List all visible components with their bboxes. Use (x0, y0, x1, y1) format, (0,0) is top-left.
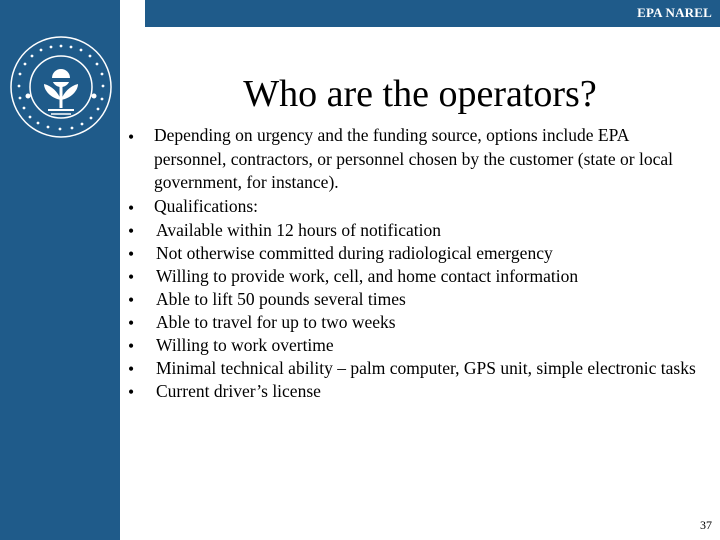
bullet-item (128, 195, 703, 219)
sub-bullet-text: Able to lift 50 pounds several times (156, 289, 406, 309)
sub-bullet-text: Willing to work overtime (156, 335, 334, 355)
sub-bullet-text: Able to travel for up to two weeks (156, 312, 396, 332)
bullet-item (128, 124, 703, 195)
sub-bullet-item (128, 356, 703, 379)
sub-bullet-text: Minimal technical ability – palm computer, GPS unit, simple electronic tasks (156, 358, 696, 378)
sub-bullet-list (128, 218, 703, 402)
org-label: EPA NAREL (637, 5, 712, 20)
page-number: 37 (700, 518, 712, 532)
sub-bullet-item (128, 379, 703, 402)
bullet-list (128, 124, 703, 218)
sub-bullet-text: Not otherwise committed during radiological emergency (156, 243, 553, 263)
header-bar (145, 0, 720, 27)
bullet-marker: • (128, 221, 135, 241)
bullet-marker: • (128, 244, 135, 264)
bullet-marker: • (128, 336, 135, 356)
sub-bullet-item (128, 333, 703, 356)
bullet-marker: • (128, 359, 135, 379)
bullet-marker: • (128, 313, 135, 333)
bullet-marker: • (128, 382, 135, 402)
sub-bullet-text: Current driver’s license (156, 381, 321, 401)
bullet-marker: • (128, 267, 135, 287)
bullet-text: Depending on urgency and the funding source, options include EPA personnel, contractors, or personnel chosen by the customer (state or local government, for instance). (154, 125, 673, 192)
sub-bullet-item (128, 310, 703, 333)
epa-seal-icon (8, 34, 114, 140)
bullet-marker: • (128, 290, 135, 310)
sub-bullet-text: Available within 12 hours of notification (156, 220, 441, 240)
bullet-marker: • (128, 127, 135, 147)
sub-bullet-item (128, 241, 703, 264)
sub-bullet-text: Willing to provide work, cell, and home contact information (156, 266, 579, 286)
slide-title: Who are the operators? (243, 73, 597, 115)
sub-bullet-item (128, 218, 703, 241)
slide-content (128, 124, 703, 402)
sub-bullet-item (128, 264, 703, 287)
sub-bullet-item (128, 287, 703, 310)
bullet-text: Qualifications: (154, 195, 259, 216)
bullet-marker: • (128, 197, 135, 218)
